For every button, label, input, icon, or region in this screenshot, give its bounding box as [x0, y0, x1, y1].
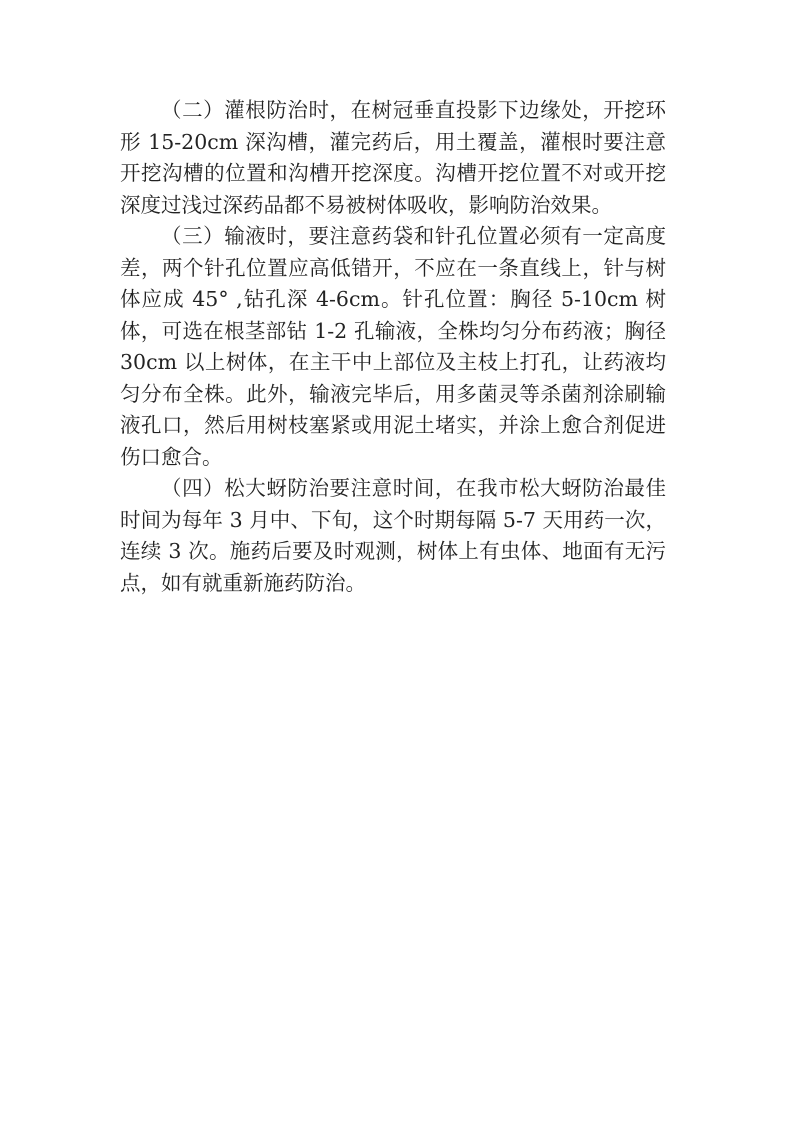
paragraph-pine-aphid: （四）松大蚜防治要注意时间，在我市松大蚜防治最佳时间为每年 3 月中、下旬，这个时期每隔 5-7 天用药一次，连续 3 次。施药后要及时观测，树体上有虫体、地面有无污点，如有就重新施药防治。	[120, 476, 666, 595]
document-body	[120, 95, 666, 599]
paragraph-root-irrigation: （二）灌根防治时，在树冠垂直投影下边缘处，开挖环形 15-20cm 深沟槽，灌完药后，用土覆盖，灌根时要注意开挖沟槽的位置和沟槽开挖深度。沟槽开挖位置不对或开挖深度过浅过深药品都不易被树体吸收，影响防治效果。	[120, 98, 666, 217]
paragraph-infusion: （三）输液时，要注意药袋和针孔位置必须有一定高度差，两个针孔位置应高低错开，不应在一条直线上，针与树体应成 45° ,钻孔深 4-6cm。针孔位置：胸径 5-10cm 树体，可选在根茎部钻 1-2 孔输液，全株均匀分布药液；胸径 30cm 以上树体，在主干中上部位及主枝上打孔，让药液均匀分布全株。此外，输液完毕后，用多菌灵等杀菌剂涂刷输液孔口，然后用树枝塞紧或用泥土堵实，并涂上愈合剂促进伤口愈合。	[120, 224, 666, 469]
